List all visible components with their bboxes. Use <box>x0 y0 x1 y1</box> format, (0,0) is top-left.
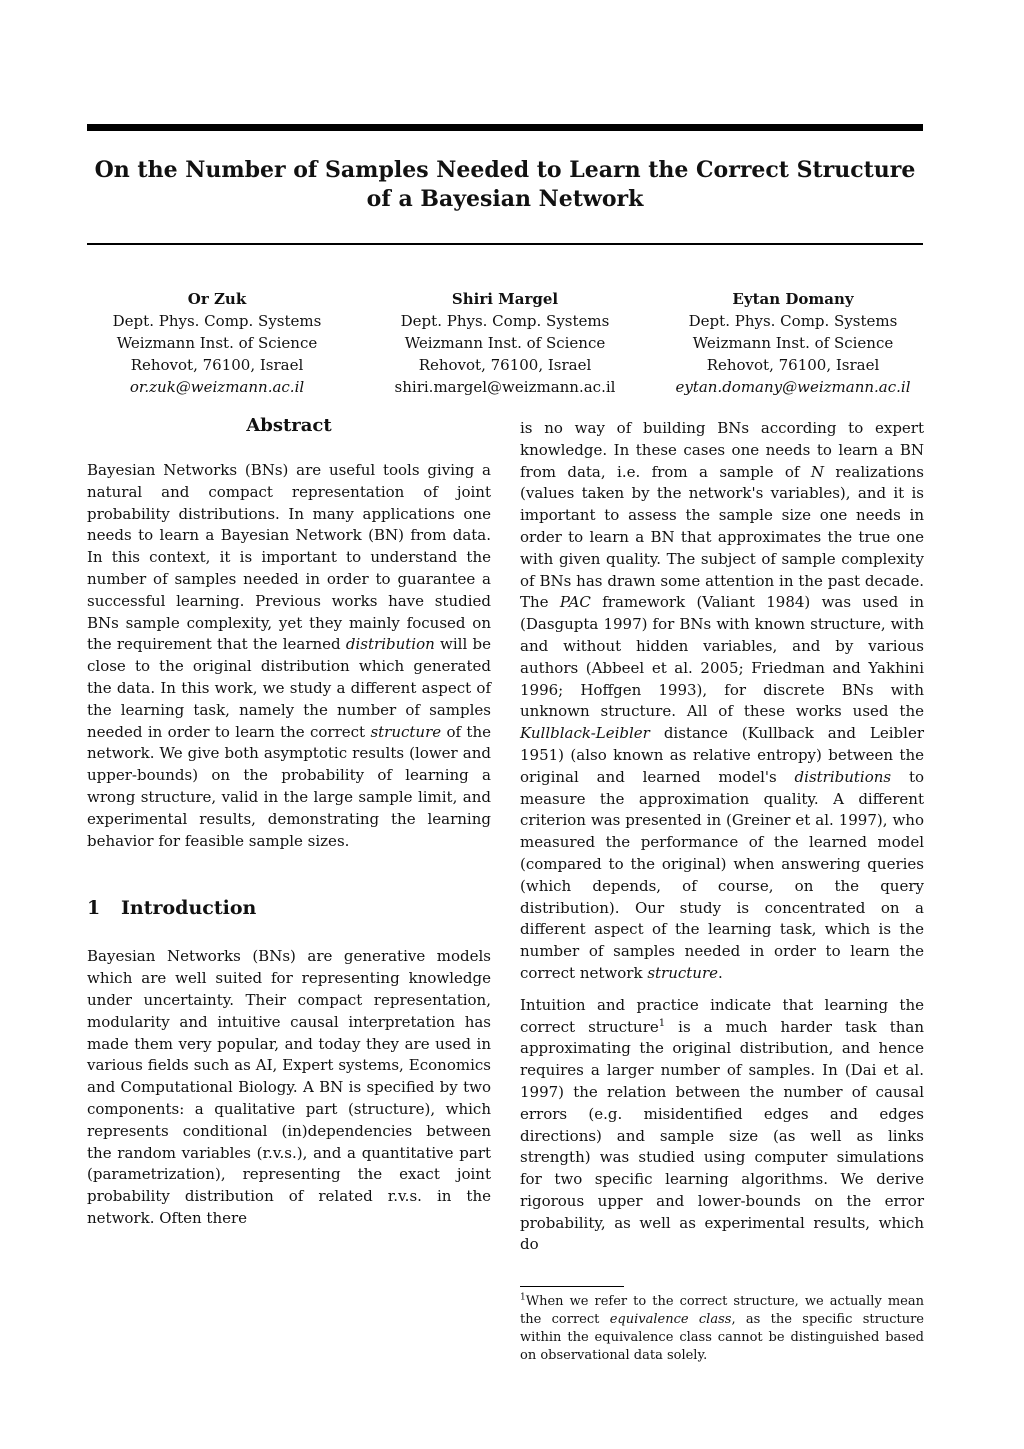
section-heading-introduction <box>87 896 491 920</box>
author-name: Shiri Margel <box>451 290 559 308</box>
author-inst: Weizmann Inst. of Science <box>116 334 318 352</box>
title-rule <box>87 243 923 245</box>
author-2 <box>375 288 635 398</box>
author-inst: Weizmann Inst. of Science <box>692 334 894 352</box>
author-email: shiri.margel@weizmann.ac.il <box>394 378 616 396</box>
footnote-marker: 1 <box>658 1017 666 1029</box>
author-email: or.zuk@weizmann.ac.il <box>129 378 305 396</box>
footnote: $^1$When we refer to the correct structure, we actually mean the correct equivalence class, as the specific structure within the equivalence class cannot be distinguished based on observational data solely. <box>520 1292 924 1364</box>
author-1 <box>87 288 347 398</box>
intro-paragraph-2: is no way of building BNs according to expert knowledge. In these cases one needs to learn a BN from data, i.e. from a sample of N realizations (values taken by the network's variables), and it is important to assess the sample size one needs in order to learn a BN that approximates the true one with given quality. The subject of sample complexity of BNs has drawn some attention in the past decade. The PAC framework (Valiant 1984) was used in (Dasgupta 1997) for BNs with known structure, with and without hidden variables, and by various authors (Abbeel et al. 2005; Friedman and Yakhini 1996; Hoffgen 1993), for discrete BNs with unknown structure. All of these works used the Kullblack-Leibler distance (Kullback and Leibler 1951) (also known as relative entropy) between the original and learned model's distributions to measure the approximation quality. A different criterion was presented in (Greiner et al. 1997), who measured the performance of the learned model (compared to the original) when answering queries (which depends, of course, on the query distribution). Our study is concentrated on a different aspect of the learning task, which is the number of samples needed in order to learn the correct network structure. <box>520 419 924 982</box>
author-dept: Dept. Phys. Comp. Systems <box>688 312 898 330</box>
title-line-2: of a Bayesian Network <box>366 186 644 212</box>
author-name: Eytan Domany <box>732 290 854 308</box>
section-number: 1 <box>87 897 101 920</box>
author-3 <box>663 288 923 398</box>
author-block <box>87 288 923 398</box>
right-column <box>520 418 924 1365</box>
author-dept: Dept. Phys. Comp. Systems <box>112 312 322 330</box>
left-column <box>87 414 491 1230</box>
author-address: Rehovot, 76100, Israel <box>706 356 880 374</box>
intro-paragraph-3: Intuition and practice indicate that learning the correct structure$^1$ is a much harder task than approximating the original distribution, and hence requires a larger number of samples. In (Dai et al. 1997) the relation between the number of causal errors (e.g. misidentified edges and edges directions) and sample size (as well as links strength) was studied using computer simulations for two specific learning algorithms. We derive rigorous upper and lower-bounds on the error probability, as well as experimental results, which do <box>520 995 925 1254</box>
intro-paragraph-1: Bayesian Networks (BNs) are generative models which are well suited for representing knowledge under uncertainty. Their compact representation, modularity and intuitive causal interpretation has made them very popular, and today they are used in various fields such as AI, Expert systems, Economics and Computational Biology. A BN is specified by two components: a qualitative part (structure), which represents conditional (in)dependencies between the random variables (r.v.s.), and a quantitative part (parametrization), representing the exact joint probability distribution of related r.v.s. in the network. Often there <box>87 947 491 1227</box>
title-line-1: On the Number of Samples Needed to Learn the Correct Structure <box>94 157 916 183</box>
author-name: Or Zuk <box>187 290 247 308</box>
section-title: Introduction <box>121 897 257 920</box>
author-address: Rehovot, 76100, Israel <box>130 356 304 374</box>
author-email: eytan.domany@weizmann.ac.il <box>675 378 911 396</box>
footnote-rule <box>520 1286 624 1287</box>
paper-title <box>87 156 923 214</box>
author-inst: Weizmann Inst. of Science <box>404 334 606 352</box>
abstract-heading: Abstract <box>246 415 332 436</box>
top-rule <box>87 124 923 131</box>
author-dept: Dept. Phys. Comp. Systems <box>400 312 610 330</box>
author-address: Rehovot, 76100, Israel <box>418 356 592 374</box>
abstract-text: Bayesian Networks (BNs) are useful tools giving a natural and compact representation of joint probability distributions. In many applications one needs to learn a Bayesian Network (BN) from data. In this context, it is important to understand the number of samples needed in order to guarantee a successful learning. Previous works have studied BNs sample complexity, yet they mainly focused on the requirement that the learned distribution will be close to the original distribution which generated the data. In this work, we study a different aspect of the learning task, namely the number of samples needed in order to learn the correct structure of the network. We give both asymptotic results (lower and upper-bounds) on the probability of learning a wrong structure, valid in the large sample limit, and experimental results, demonstrating the learning behavior for feasible sample sizes. <box>87 461 491 850</box>
